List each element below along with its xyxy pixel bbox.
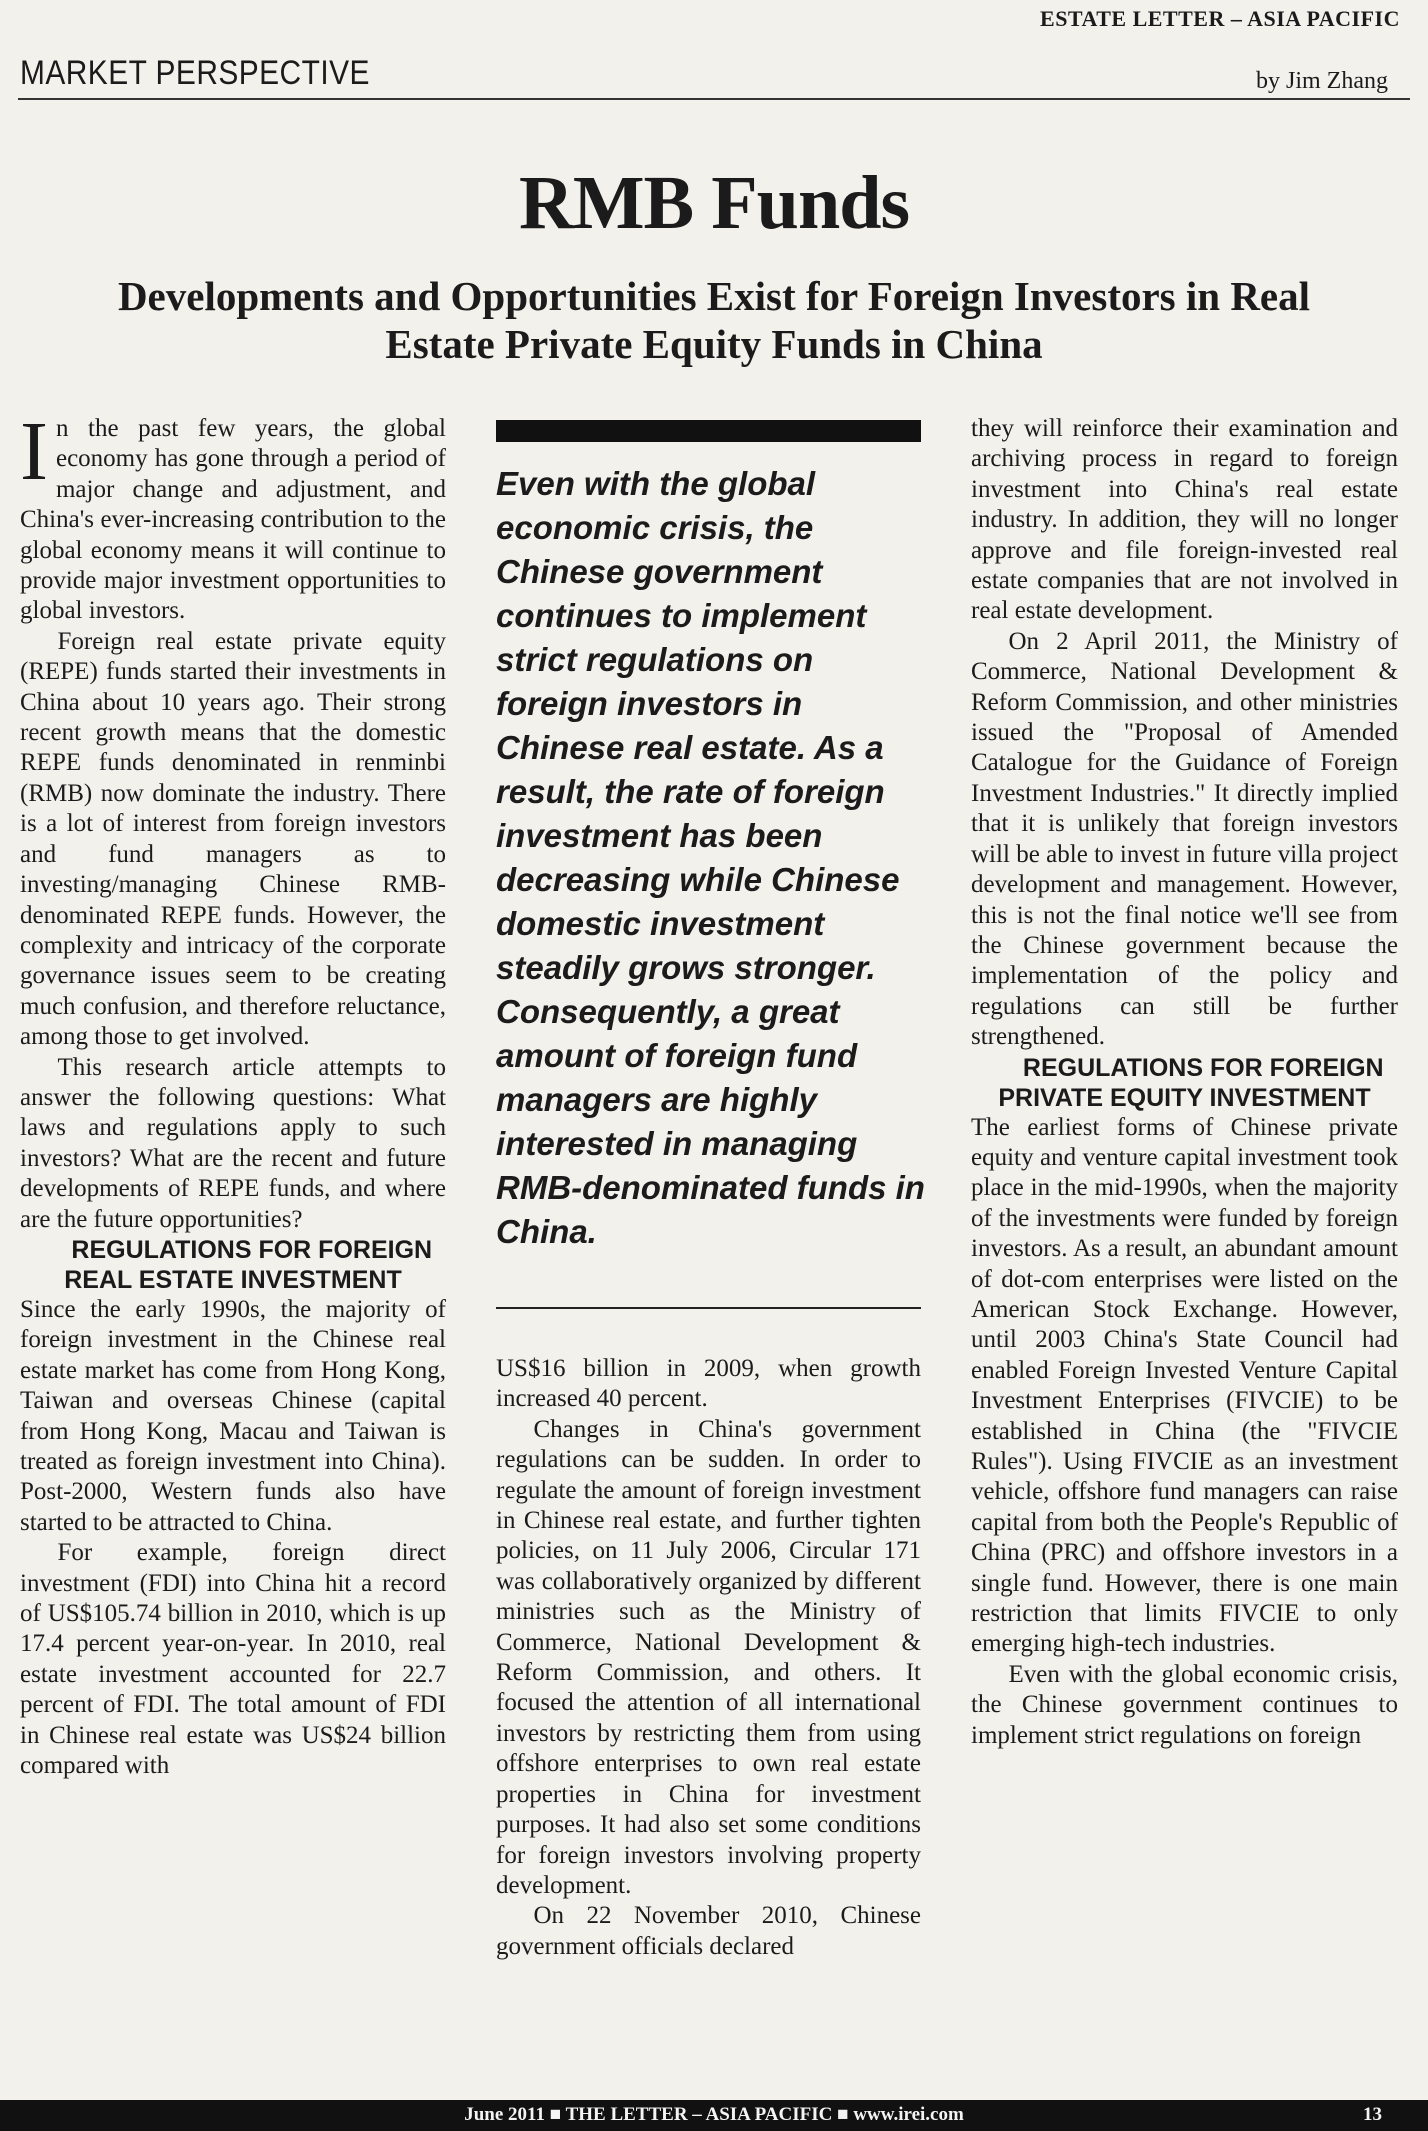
footer-bar	[0, 2100, 1428, 2131]
section-heading: REGULATIONS FOR FOREIGN REAL ESTATE INVESTMENT	[64, 1235, 433, 1294]
paragraph: For example, foreign direct investment (FDI) into China hit a record of US$105.74 billion in 2010, which is up 17.4 percent year-on-year. In 2010, real estate investment accounted for 22.7 percent of FDI. The total amount of FDI in Chinese real estate was US$24 billion compared with	[20, 1539, 446, 1780]
paragraph: Foreign real estate private equity (REPE) funds started their investments in China about 10 years ago. Their strong recent growth means that the domestic REPE funds denominated in renminbi (RMB) now dominate the industry. There is a lot of interest from foreign investors and fund managers as to investing/managing Chinese RMB-denominated REPE funds. However, the complexity and intricacy of the corporate governance issues seem to be creating much confusion, and therefore reluctance, among those to get involved.	[20, 627, 446, 1051]
paragraph: In the past few years, the global economy has gone through a period of major change and adjustment, and China's ever-increasing contribution to the global economy means it will continue to provide major investment opportunities to global investors.	[20, 405, 446, 625]
pullquote-rule	[496, 1307, 921, 1309]
paragraph: The earliest forms of Chinese private equity and venture capital investment took place in the mid-1990s, when the majority of the investments were funded by foreign investors. As a result, an abundant amount of dot-com enterprises were listed on the American Stock Exchange. However, until 2003 China's State Council had enabled Foreign Invested Venture Capital Investment Enterprises (FIVCIE) to be established in China (the "FIVCIE Rules"). Using FIVCIE as an investment vehicle, offshore fund managers can raise capital from both the People's Republic of China (PRC) and offshore investors in a single fund. However, there is one main restriction that limits FIVCIE to only emerging high-tech industries.	[971, 1113, 1398, 1658]
paragraph: This research article attempts to answer the following questions: What laws and regulations apply to such investors? What are the recent and future developments of REPE funds, and where are the future opportunities?	[20, 1053, 446, 1233]
column-3	[971, 414, 1398, 1751]
byline: by Jim Zhang	[1256, 68, 1388, 94]
drop-cap: I	[20, 405, 48, 498]
paragraph: On 2 April 2011, the Ministry of Commerce, National Development & Reform Commission, and other ministries issued the "Proposal of Amended Catalogue for the Guidance of Foreign Investment Industries." It directly implied that it is unlikely that foreign investors will be able to invest in future villa project development and management. However, this is not the final notice we'll see from the Chinese government because the implementation of the policy and regulations can still be further strengthened.	[971, 627, 1398, 1051]
page-number: 13	[1363, 2104, 1382, 2125]
pullquote: Even with the global economic crisis, the Chinese government continues to implement strict regulations on foreign investors in Chinese real estate. As a result, the rate of foreign investment has been decreasing while Chinese domestic investment steadily grows stronger. Consequently, a great amount of foreign fund managers are highly interested in managing RMB-denominated funds in China.	[496, 465, 925, 1250]
paragraph: Changes in China's government regulations can be sudden. In order to regulate the amount of foreign investment in Chinese real estate, and further tighten policies, on 11 July 2006, Circular 171 was collaboratively organized by different ministries such as the Ministry of Commerce, National Development & Reform Commission, and others. It focused the attention of all international investors by restricting them from using offshore enterprises to own real estate properties in China for investment purposes. It had also set some conditions for foreign investors involving property development.	[496, 1415, 921, 1899]
pullquote-bar	[496, 420, 921, 442]
column-1	[20, 405, 446, 1781]
section-heading: REGULATIONS FOR FOREIGN PRIVATE EQUITY INVESTMENT	[998, 1053, 1384, 1112]
column-2	[496, 1354, 921, 1962]
paragraph: they will reinforce their examination and archiving process in regard to foreign investment into China's real estate industry. In addition, they will no longer approve and file foreign-invested real estate companies that are not involved in real estate development.	[971, 415, 1398, 625]
section-label: MARKET PERSPECTIVE	[20, 54, 370, 92]
paragraph: On 22 November 2010, Chinese government officials declared	[496, 1902, 921, 1960]
footer-text: June 2011 ■ THE LETTER – ASIA PACIFIC ■ www.irei.com	[464, 2104, 964, 2125]
article-title: RMB Funds	[518, 161, 910, 245]
paragraph: US$16 billion in 2009, when growth increased 40 percent.	[496, 1355, 921, 1413]
paragraph: Even with the global economic crisis, the Chinese government continues to implement strict regulations on foreign	[971, 1660, 1398, 1749]
header-rule	[18, 98, 1410, 100]
article-subtitle: Developments and Opportunities Exist for Foreign Investors in Real Estate Private Equity Funds in China	[117, 273, 1311, 367]
paragraph: Since the early 1990s, the majority of foreign investment in the Chinese real estate market has come from Hong Kong, Taiwan and overseas Chinese (capital from Hong Kong, Macau and Taiwan is treated as foreign investment into China). Post-2000, Western funds also have started to be attracted to China.	[20, 1295, 446, 1536]
publication-header: ESTATE LETTER – ASIA PACIFIC	[1040, 6, 1400, 31]
